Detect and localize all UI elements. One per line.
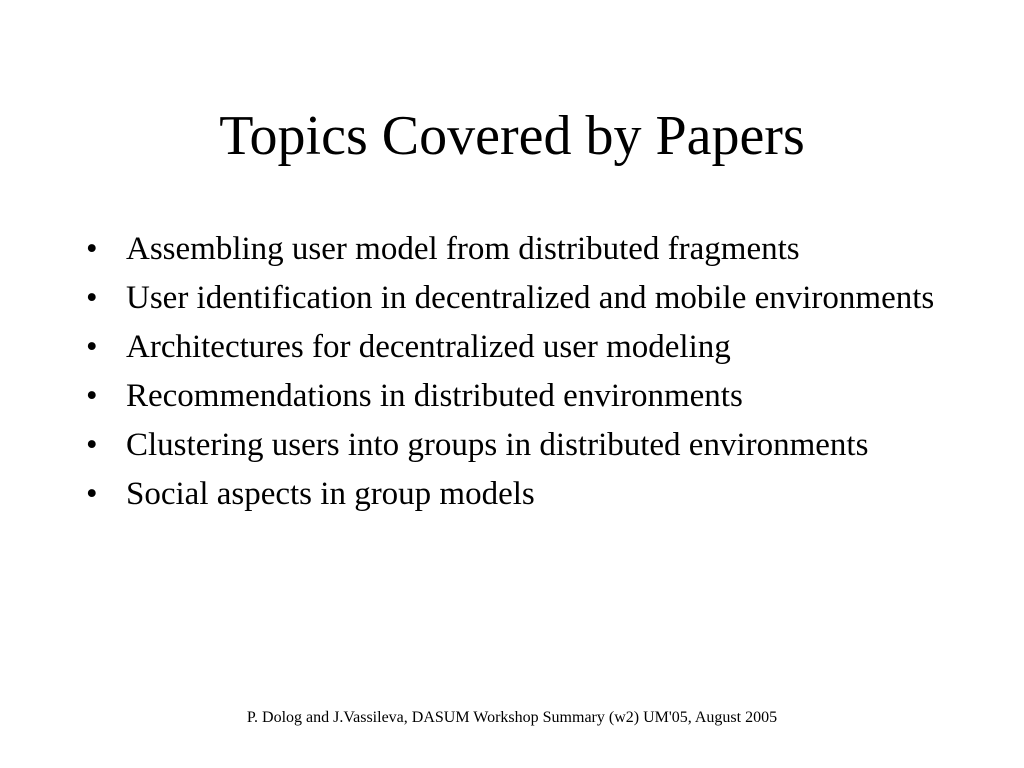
bullet-item <box>86 473 946 516</box>
bullet-item <box>86 326 946 369</box>
bullet-text: Architectures for decentralized user modeling <box>126 329 731 365</box>
bullet-icon: • <box>86 427 98 463</box>
bullet-text: Social aspects in group models <box>126 476 535 512</box>
slide-title: Topics Covered by Papers <box>219 105 805 167</box>
bullet-text: User identification in decentralized and mobile environments <box>126 280 935 316</box>
slide-footer: P. Dolog and J.Vassileva, DASUM Workshop Summary (w2) UM'05, August 2005 <box>246 709 778 726</box>
bullet-text: Assembling user model from distributed fragments <box>126 231 800 267</box>
bullet-icon: • <box>86 329 98 365</box>
bullet-item <box>86 375 946 418</box>
bullet-text: Clustering users into groups in distributed environments <box>126 427 869 463</box>
bullet-icon: • <box>86 280 98 316</box>
bullet-icon: • <box>86 476 98 512</box>
bullet-text: Recommendations in distributed environments <box>126 378 743 414</box>
bullet-icon: • <box>86 231 98 267</box>
bullet-item <box>86 424 946 467</box>
bullet-list <box>86 228 946 522</box>
bullet-icon: • <box>86 378 98 414</box>
bullet-item <box>86 228 946 271</box>
bullet-item <box>86 277 946 320</box>
